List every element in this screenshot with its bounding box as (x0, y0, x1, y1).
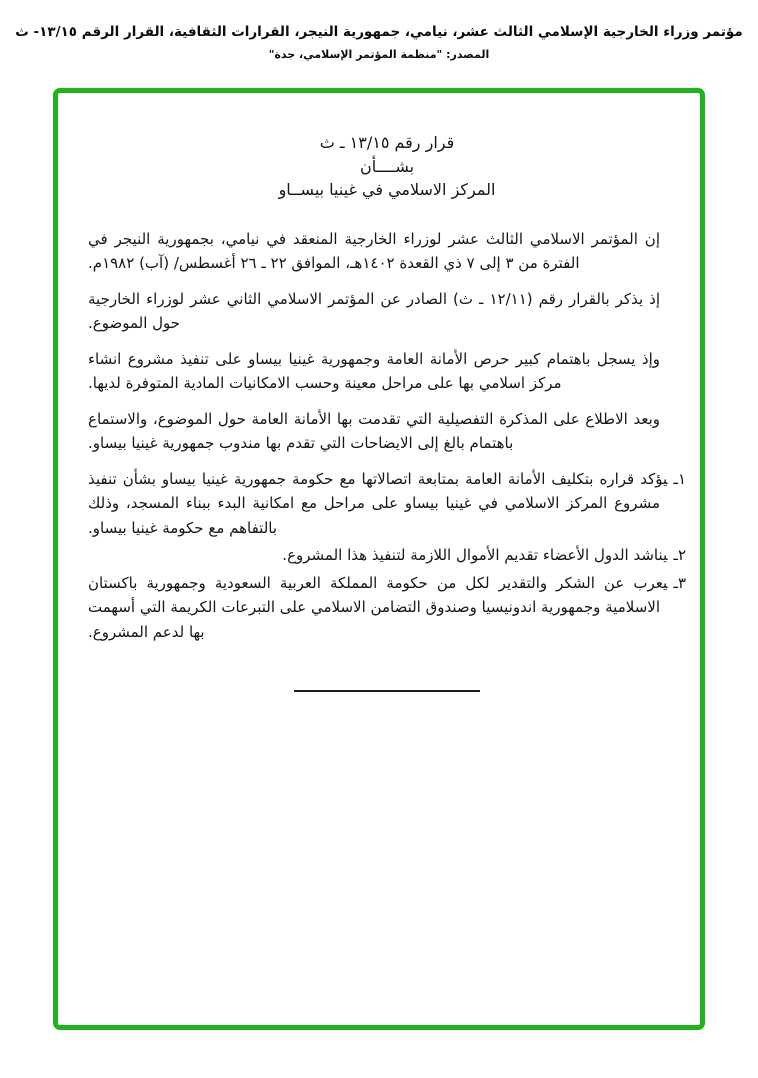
item-text: يعرب عن الشكر والتقدير لكل من حكومة المملكة العربية السعودية وجمهورية باكستان الاسلامية وجمهورية اندونيسيا وصندوق التضامن الاسلامي على التبرعات الكريمة التي أسهمت بها لدعم المشروع. (88, 573, 668, 641)
title-resolution-number: قرار رقم ١٣/١٥ ـ ث (319, 133, 455, 152)
preamble-paragraph: إذ يذكر بالقرار رقم (١٢/١١ ـ ث) الصادر عن المؤتمر الاسلامي الثاني عشر لوزراء الخارجية حول الموضوع. (88, 289, 660, 332)
operative-items (88, 467, 686, 645)
title-concerning-word: بشــــأن (359, 156, 415, 176)
resolution-frame (53, 88, 705, 1030)
resolution-title (88, 131, 686, 202)
item-text: يناشد الدول الأعضاء تقديم الأموال اللازمة لتنفيذ هذا المشروع. (282, 546, 668, 564)
preamble-paragraph: إن المؤتمر الاسلامي الثالث عشر لوزراء الخارجية المنعقد في نيامي، بجمهورية النيجر في الفترة من ٣ إلى ٧ ذي القعدة ١٤٠٢هـ، الموافق ٢٢ ـ ٢٦ أغسطس/ (آب) ١٩٨٢م. (88, 229, 660, 272)
item-number: ٢ـ (673, 546, 686, 564)
item-number: ١ـ (673, 469, 686, 488)
preamble-paragraph: وبعد الاطلاع على المذكرة التفصيلية التي تقدمت بها الأمانة العامة حول الموضوع، والاستماع باهتمام بالغ إلى الايضاحات التي تقدم بها مندوب جمهورية غينيا بيساو. (88, 409, 660, 452)
preamble-paragraph: وإذ يسجل باهتمام كبير حرص الأمانة العامة وجمهورية غينيا بيساو على تنفيذ مشروع انشاء مركز اسلامي بها على مراحل معينة وحسب الامكانيات المادية المتوفرة لديها. (88, 349, 660, 392)
title-subject-line: المركز الاسلامي في غينيا بيســاو (278, 180, 496, 199)
resolution-item (88, 571, 686, 645)
closing-divider (294, 690, 480, 692)
item-text: يؤكد قراره بتكليف الأمانة العامة بمتابعة اتصالاتها مع حكومة جمهورية غينيا بيساو بشأن تنفيذ مشروع المركز الاسلامي في غينيا بيساو على مراحل مع امكانية البدء ببناء المسجد، وذلك بالتفاهم مع حكومة غينيا بيساو. (88, 469, 668, 537)
resolution-item (88, 467, 686, 541)
header-source-line: المصدر: "منظمة المؤتمر الإسلامي، جدة" (268, 48, 490, 61)
resolution-item (88, 543, 686, 568)
resolution-content (58, 93, 700, 692)
page-header (0, 0, 758, 61)
item-number: ٣ـ (673, 573, 686, 592)
header-conference-line: مؤتمر وزراء الخارجية الإسلامي الثالث عشر، نيامي، جمهورية النيجر، القرارات الثقافية، القرار الرقم ١٣/١٥- ث (15, 24, 743, 40)
